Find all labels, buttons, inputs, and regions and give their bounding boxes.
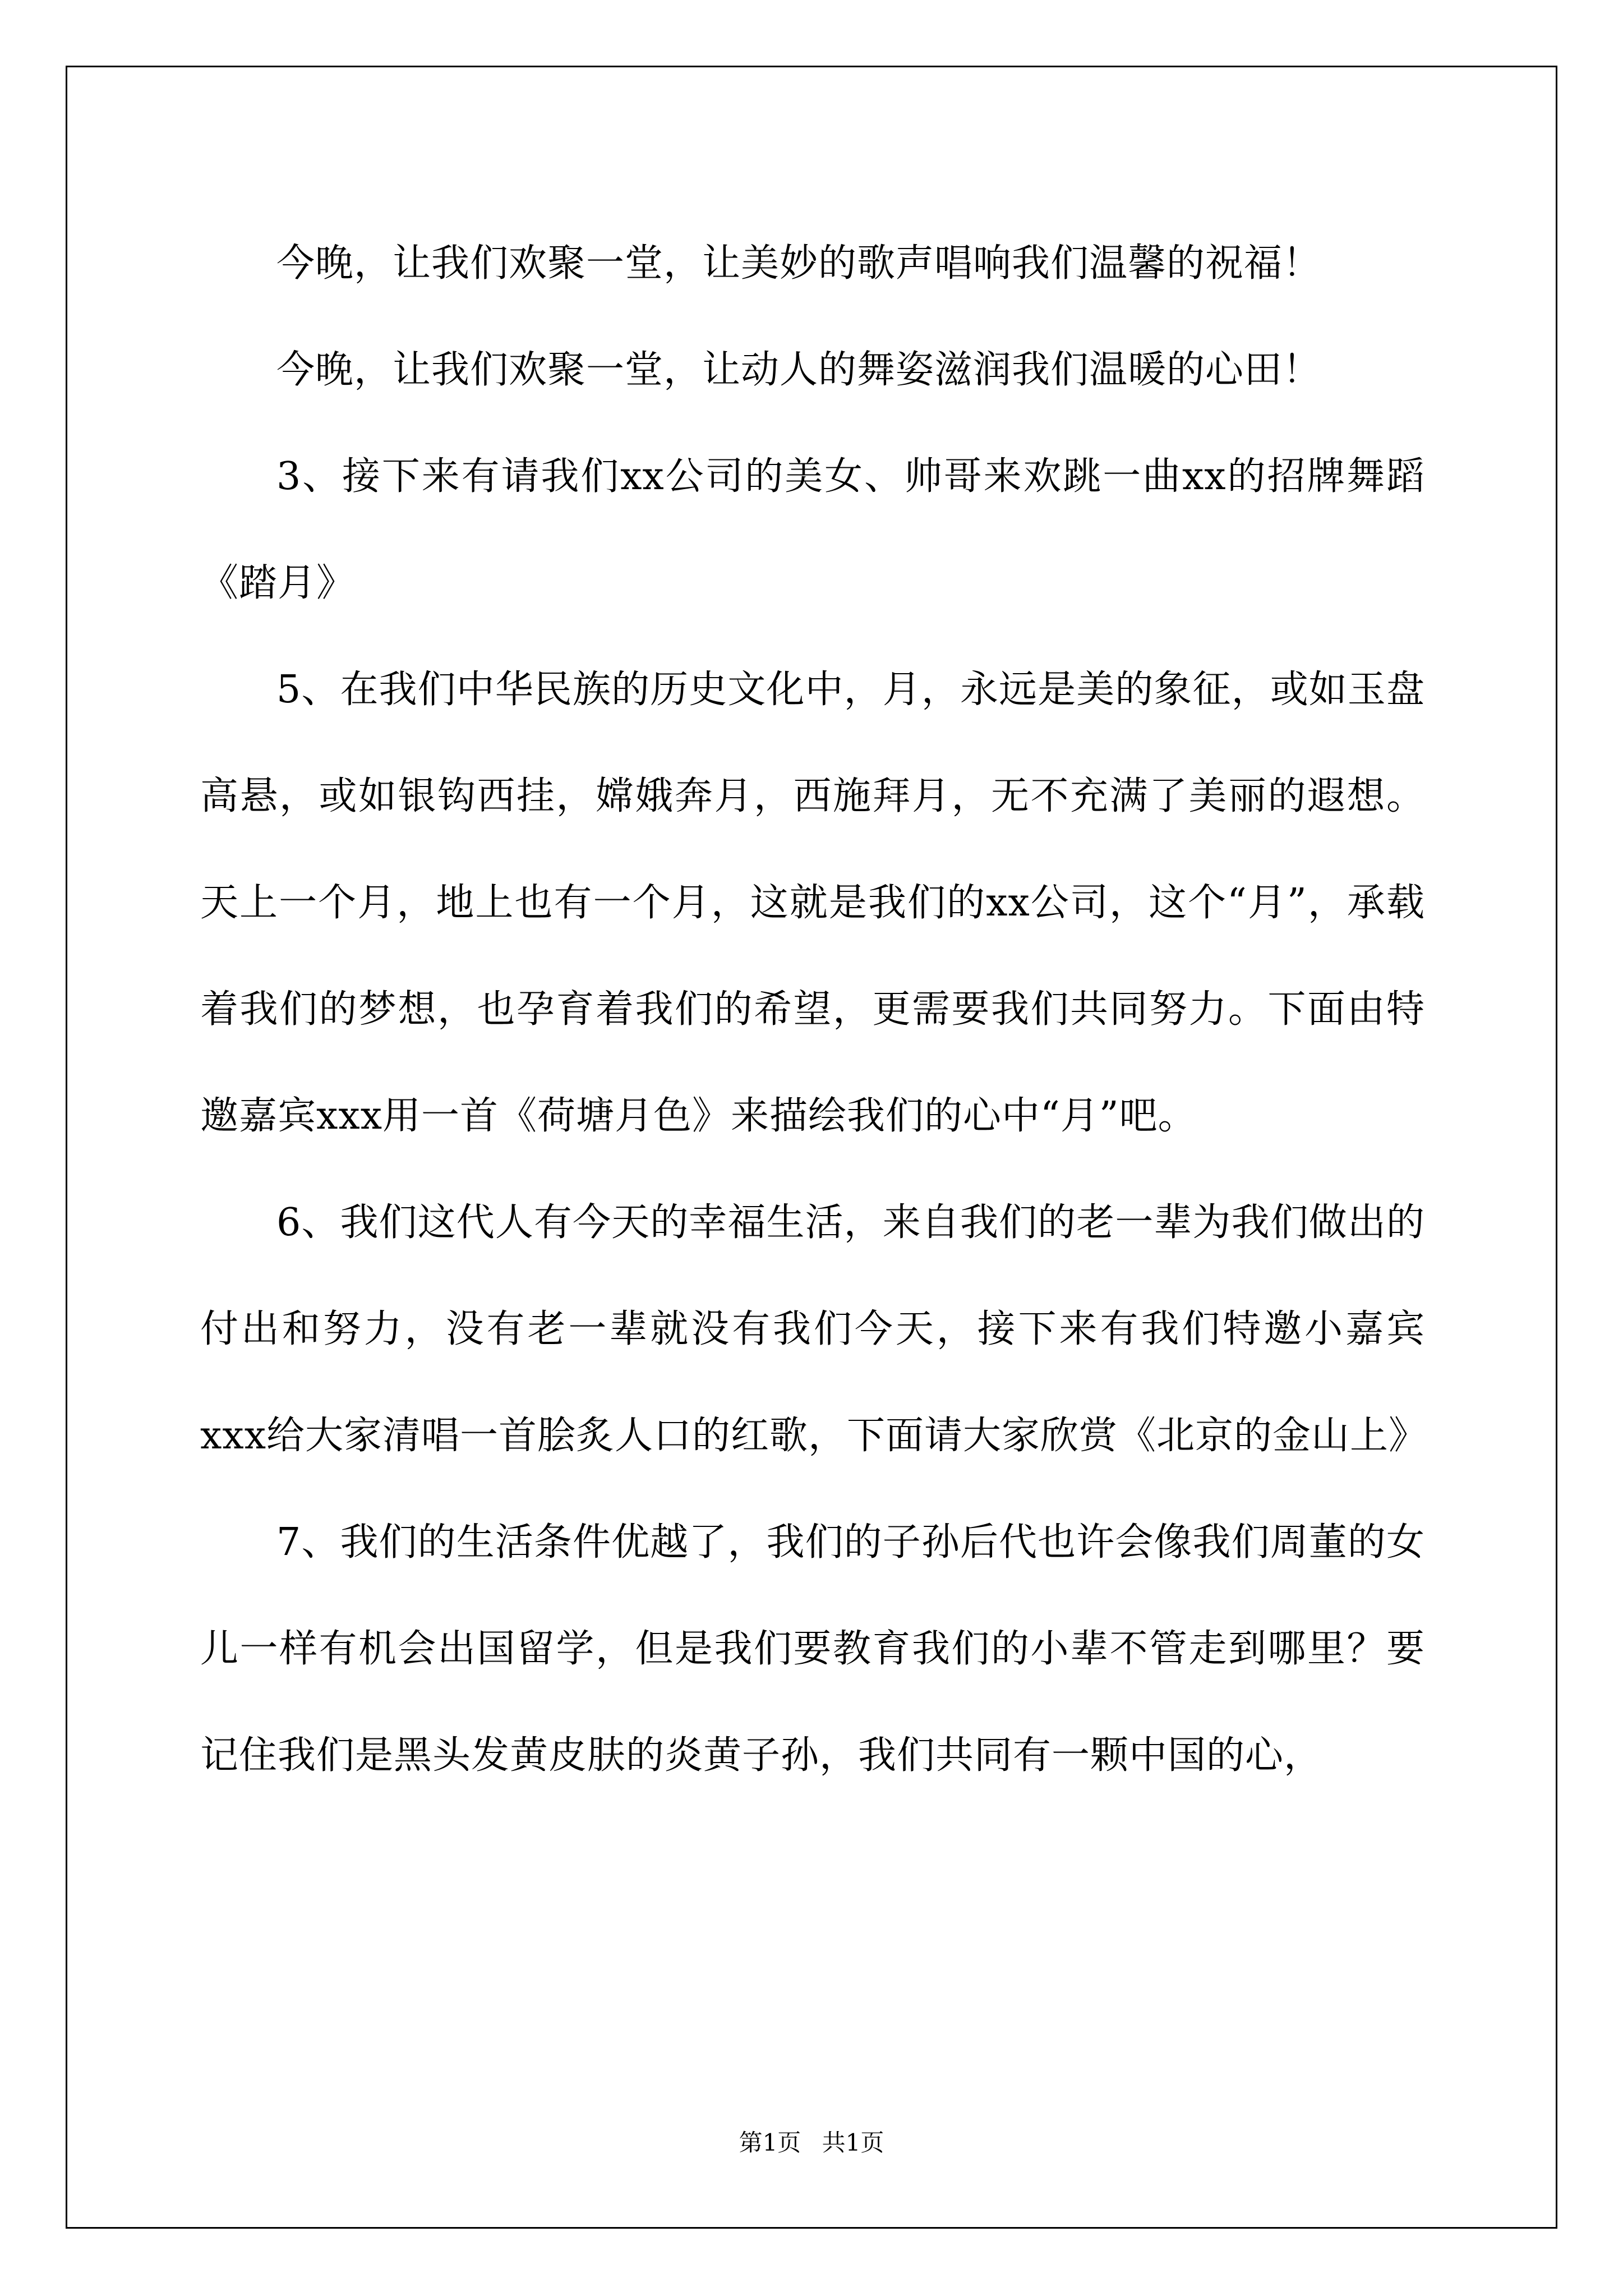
page-footer bbox=[0, 2126, 1623, 2160]
paragraph-4: 5、在我们中华民族的历史文化中，月，永远是美的象征，或如玉盘高悬，或如银钩西挂，嫦娥奔月，西施拜月，无不充满了美丽的遐想。天上一个月，地上也有一个月，这就是我们的xx公司，这个“月”，承载着我们的梦想，也孕育着我们的希望，更需要我们共同努力。下面由特邀嘉宾xxx用一首《荷塘月色》来描绘我们的心中“月”吧。 bbox=[200, 668, 1425, 1138]
paragraph-1: 今晚，让我们欢聚一堂，让美妙的歌声唱响我们温馨的祝福！ bbox=[276, 241, 1322, 286]
paragraph-3: 3、接下来有请我们xx公司的美女、帅哥来欢跳一曲xx的招牌舞蹈《踏月》 bbox=[200, 454, 1425, 605]
document-body bbox=[200, 210, 1428, 1809]
page-number-total: 共1页 bbox=[822, 2129, 884, 2156]
paragraph-5: 6、我们这代人有今天的幸福生活，来自我们的老一辈为我们做出的付出和努力，没有老一辈就没有我们今天，接下来有我们特邀小嘉宾xxx给大家清唱一首脍炙人口的红歌，下面请大家欣赏《北京的金山上》 bbox=[200, 1200, 1428, 1458]
paragraph-2: 今晚，让我们欢聚一堂，让动人的舞姿滋润我们温暖的心田！ bbox=[276, 348, 1322, 392]
paragraph-6: 7、我们的生活条件优越了，我们的子孙后代也许会像我们周董的女儿一样有机会出国留学，但是我们要教育我们的小辈不管走到哪里？要记住我们是黑头发黄皮肤的炎黄子孙，我们共同有一颗中国的心， bbox=[200, 1520, 1425, 1778]
page-number-current: 第1页 bbox=[739, 2129, 801, 2156]
